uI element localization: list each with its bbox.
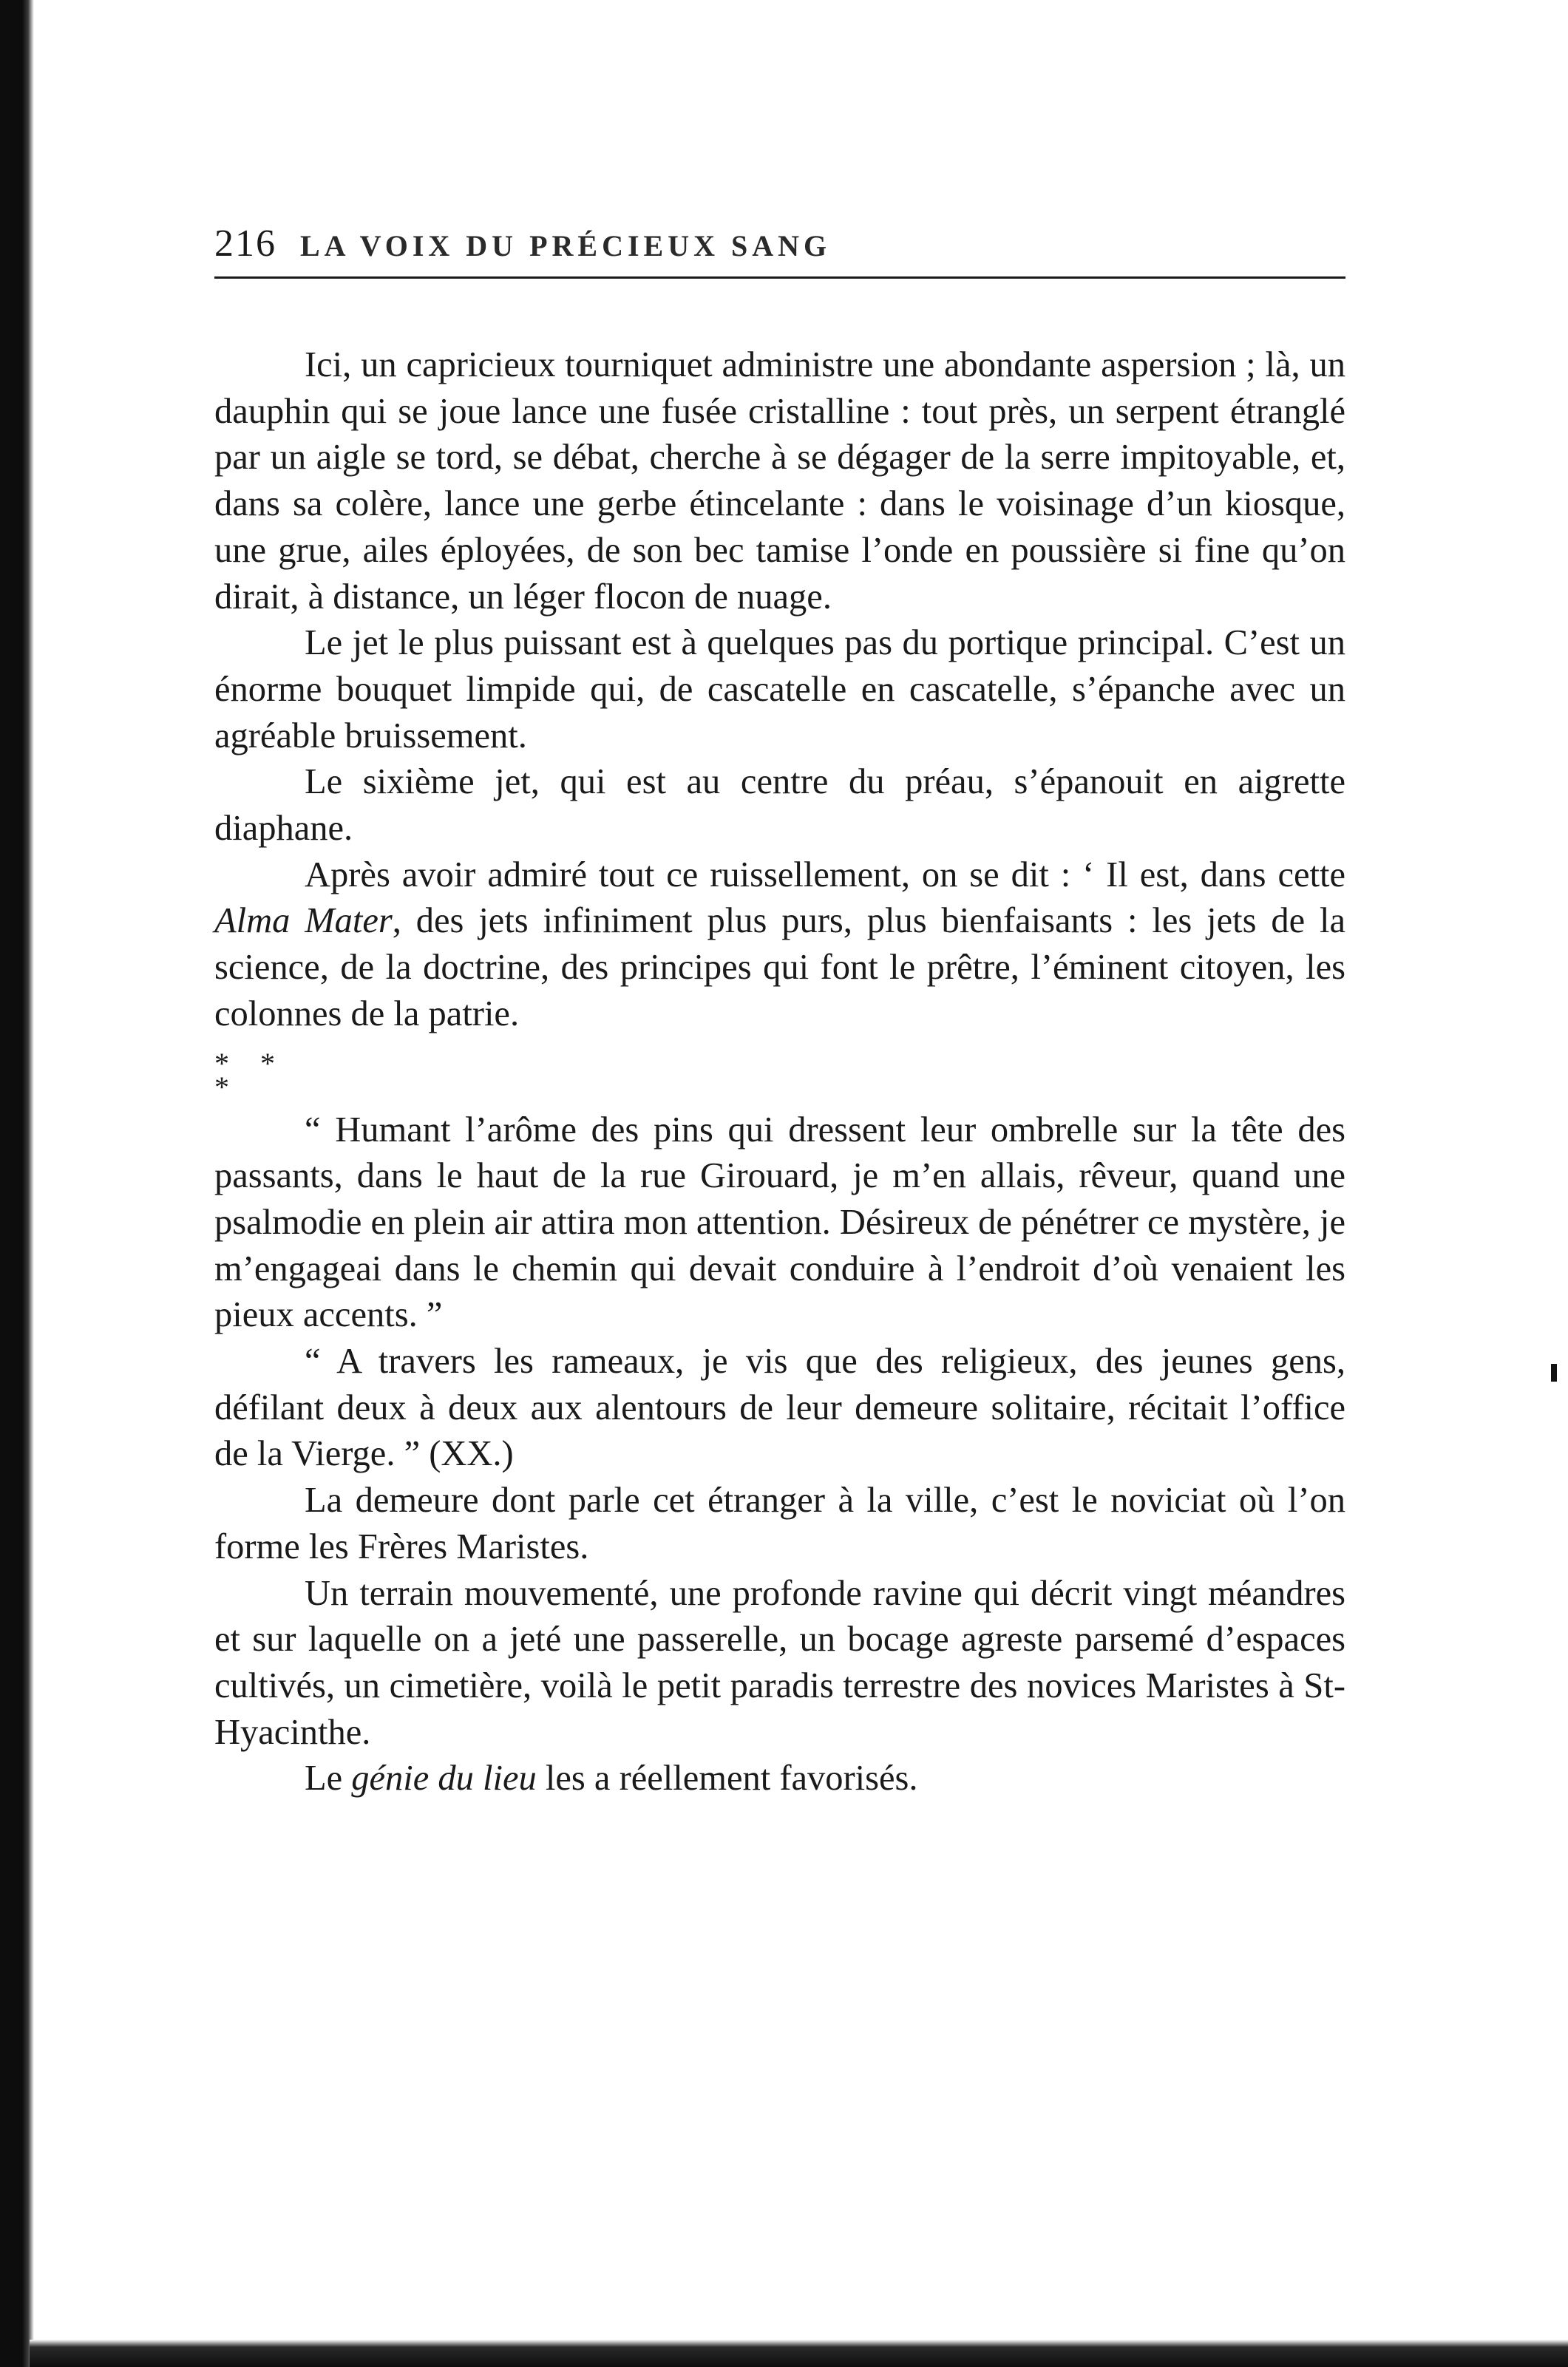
running-head xyxy=(214,222,1345,279)
running-head-title: LA VOIX DU PRÉCIEUX SANG xyxy=(300,229,832,262)
asterism-top: * * xyxy=(214,1046,287,1080)
paragraph: “ Humant l’arôme des pins qui dressent leur ombrelle sur la tête des passants, dans le haut de la rue Girouard, je m’en allais, rêveur, quand une psalmodie en plein air attira mon attention. Désireux de pénétrer ce mystère, je m’engageai dans le chemin qui devait conduire à l’endroit d’où venaient les pieux accents. ” xyxy=(214,1110,1345,1335)
paragraph: Le jet le plus puissant est à quelques pas du portique principal. C’est un énorme bouquet limpide qui, de cascatelle en cascatelle, s’épanche avec un agréable bruissement. xyxy=(214,623,1345,755)
paragraph-text: Le xyxy=(305,1759,352,1799)
book-page xyxy=(214,222,1345,1802)
paragraph: Ici, un capricieux tourniquet administre une abondante aspersion ; là, un dauphin qui se joue lance une fusée cristalline : tout près, un serpent étranglé par un aigle se tord, se débat, cherche à se dégager de la serre impitoyable, et, dans sa colère, lance une gerbe étincelante : dans le voisinage d’un kiosque, une grue, ailes éployées, de son bec tamise l’onde en poussière si fine qu’on dirait, à distance, un léger flocon de nuage. xyxy=(214,345,1345,617)
asterism-bottom: * xyxy=(214,1070,229,1104)
page-number: 216 xyxy=(214,223,276,265)
italic-phrase: Alma Mater xyxy=(214,901,393,941)
page-bottom-edge xyxy=(30,2340,1568,2367)
paragraph-text: Après avoir admiré tout ce ruissellement, on se dit : ‘ Il est, dans cette xyxy=(305,855,1345,894)
paragraph xyxy=(214,852,1345,1038)
book-binding-edge xyxy=(0,0,34,2367)
paragraph-text: les a réellement favorisés. xyxy=(536,1759,918,1799)
body-text xyxy=(214,342,1345,1802)
paragraph: “ A travers les rameaux, je vis que des religieux, des jeunes gens, défilant deux à deux aux alentours de leur demeure solitaire, récitait l’office de la Vierge. ” (XX.) xyxy=(214,1342,1345,1474)
italic-phrase: génie du lieu xyxy=(351,1759,537,1799)
paragraph: La demeure dont parle cet étranger à la ville, c’est le noviciat où l’on forme les Frères Maristes. xyxy=(214,1481,1345,1566)
paragraph: Le sixième jet, qui est au centre du préau, s’épanouit en aigrette diaphane. xyxy=(214,762,1345,849)
paragraph xyxy=(214,1756,1345,1802)
paragraph: Un terrain mouvementé, une profonde ravine qui décrit vingt méandres et sur laquelle on a jeté une passerelle, un bocage agreste parsemé d’espaces cultivés, un cimetière, voilà le petit paradis terrestre des novices Maristes à St-Hyacinthe. xyxy=(214,1573,1345,1752)
right-margin-mark xyxy=(1551,1364,1557,1382)
paragraph-text: , des jets infiniment plus purs, plus bienfaisants : les jets de la science, de la doctrine, des principes qui font le prêtre, l’éminent citoyen, les colonnes de la patrie. xyxy=(214,901,1345,1033)
section-separator xyxy=(214,1038,1345,1107)
